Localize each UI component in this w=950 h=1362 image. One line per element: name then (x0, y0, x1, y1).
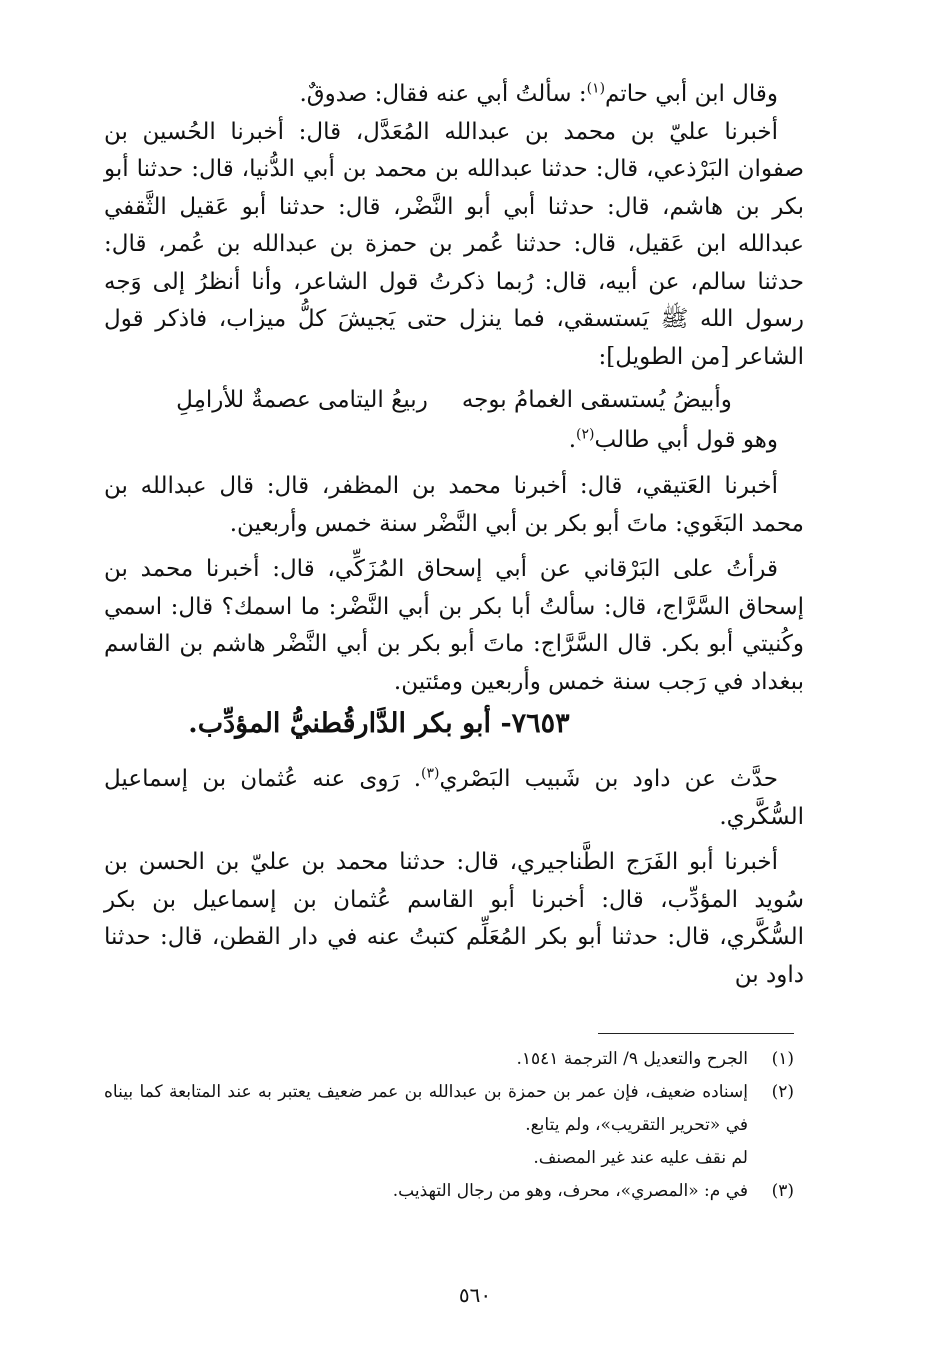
verse-hemistich-2: ربيعُ اليتامى عصمةٌ للأرامِلِ (176, 387, 428, 413)
after-verse-text: وهو قول أبي طالب (594, 427, 778, 453)
paragraph-ibn-abi-hatim (104, 76, 804, 114)
entry-heading: ٧٦٥٣- أبو بكر الدَّارقُطنيُّ المؤدِّب. (188, 708, 570, 739)
paragraph-haddatha (104, 761, 804, 836)
footnotes (104, 1043, 794, 1208)
footnote-ref-2[interactable]: (٢) (576, 426, 595, 443)
footnote-3 (104, 1175, 794, 1208)
spacer (104, 543, 804, 551)
page-number: ٥٦٠ (458, 1283, 492, 1307)
after-verse-line: وهو قول أبي طالب$^{(٢)}$. (568, 426, 778, 453)
spacer (104, 836, 804, 844)
footnote-text: لم نقف عليه عند غير المصنف. (533, 1148, 748, 1168)
footnote-number: (٢) (771, 1082, 794, 1102)
verse-hemistich-1: وأبيضُ يُستسقى الغمامُ بوجه (461, 387, 732, 413)
paragraph-barqani: قرأتُ على البَرْقاني عن أبي إسحاق المُزَكِّي، قال: أخبرنا محمد بن إسحاق السَّرَّاج، قال: سألتُ أبا بكر بن أبي النَّضْر: ما اسمك؟ قال: اسمي وكُنيتي أبو بكر. قال السَّرَّاج: ماتَ أبو بكر بن أبي النَّضْر هاشم بن القاسم ببغداد في رَجب سنة خمس وأربعين ومئتين. (104, 556, 804, 695)
footnote-ref-3[interactable]: (٣) (421, 765, 440, 782)
footnote-number: (١) (771, 1049, 794, 1069)
paragraph-text-rest: . رَوى عنه عُثمان بن إسماعيل السُّكَّري. (104, 766, 804, 830)
paragraph-text: وقال ابن أبي حاتم (605, 81, 778, 107)
footnote-text: الجرح والتعديل ٩/ الترجمة ١٥٤١. (516, 1049, 748, 1069)
footnote-separator (598, 1033, 794, 1034)
footnote-2-continued (104, 1142, 794, 1175)
paragraph-tanajiri: أخبرنا أبو الفَرَج الطَّناجيري، قال: حدثنا محمد بن عليّ بن الحسن بن سُويد المؤدِّب، قال: أخبرنا أبو القاسم عُثمان بن إسماعيل بن بكر السُّكَّري، قال: حدثنا أبو بكر المُعَلِّم كتبتُ عنه في دار القطن، قال: حدثنا داود بن (104, 849, 804, 988)
poetry-verse (104, 380, 804, 420)
main-text (104, 76, 804, 994)
footnote-2 (104, 1076, 794, 1142)
footnote-ref-1[interactable]: (١) (586, 80, 606, 97)
footnote-number: (٣) (771, 1181, 794, 1201)
footnote-text: في م: «المصري»، محرف، وهو من رجال التهذيب. (392, 1181, 748, 1201)
paragraph-text-rest: : سألتُ أبي عنه فقال: صدوقٌ. (299, 81, 587, 107)
paragraph-text: حدَّث عن داود بن شَبيب البَصْري (439, 766, 778, 792)
footnote-text: إسناده ضعيف، فإن عمر بن حمزة بن عبدالله بن عمر ضعيف يعتبر به عند المتابعة كما بيناه في «تحرير التقريب»، ولم يتابع. (104, 1082, 748, 1135)
paragraph-atiqi: أخبرنا العَتيقي، قال: أخبرنا محمد بن المظفر، قال: قال عبدالله بن محمد البَغَوي: ماتَ أبو بكر بن أبي النَّضْر سنة خمس وأربعين. (104, 473, 804, 537)
paragraph-isnad-1: أخبرنا عليّ بن محمد بن عبدالله المُعَدَّل، قال: أخبرنا الحُسين بن صفوان البَرْذعي، قال: حدثنا عبدالله بن محمد بن أبي الدُّنيا، قال: حدثنا أبو بكر بن هاشم، قال: حدثنا أبي أبو النَّضْر، قال: حدثنا أبو عَقيل الثَّقفي عبدالله ابن عَقيل، قال: حدثنا عُمر بن حمزة بن عبدالله بن عُمر، قال: حدثنا سالم، عن أبيه، قال: رُبما ذكرتُ قول الشاعر، وأنا أنظرُ إلى وَجه رسول الله ﷺ يَستسقي، فما ينزل حتى يَجيشَ كلُّ ميزاب، فاذكر قول الشاعر [من الطويل]: (104, 118, 804, 370)
footnote-1 (104, 1043, 794, 1076)
